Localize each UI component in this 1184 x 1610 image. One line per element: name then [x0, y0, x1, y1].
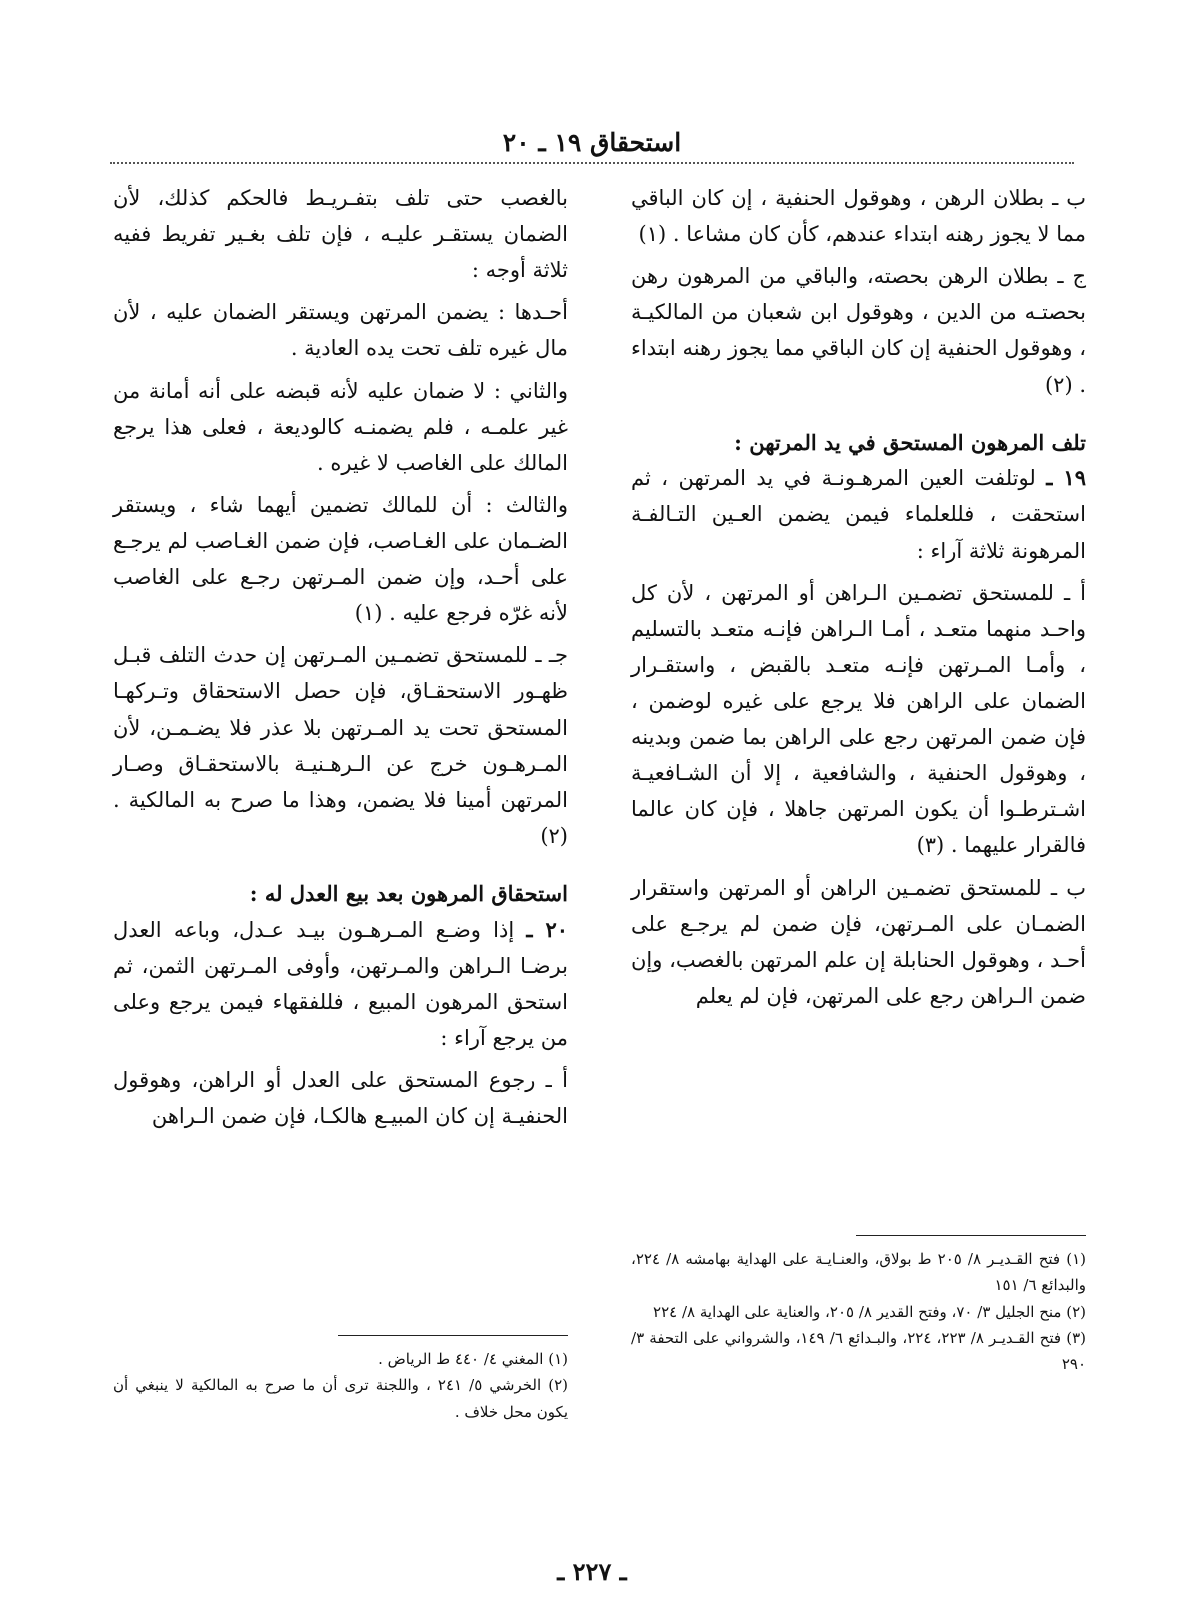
numbered-paragraph	[113, 912, 568, 1056]
footnotes-left	[113, 1335, 568, 1425]
page-number: ـ ٢٢٧ ـ	[557, 1557, 627, 1586]
footnote: (١) المغني ٤/ ٤٤٠ ط الرياض .	[378, 1350, 568, 1368]
paragraph-text: إذا وضـع المـرهـون بيـد عـدل، وباعه العدل برضـا الـراهن والمـرتهن، وأوفى المـرتهن الثمن، ثم استحق المرهون المبيع ، فللفقهاء فيمن يرجع وعلى من يرجع آراء :	[113, 917, 568, 1050]
paragraph: بالغصب حتى تلف بتفـريـط فالحكم كذلك، لأن الضمان يستقـر عليـه ، فإن تلف بغـير تفريط ففيه ثلاثة أوجه :	[113, 186, 568, 283]
running-header: استحقاق ١٩ ـ ٢٠	[502, 128, 682, 157]
paragraph: أ ـ للمستحق تضمـين الـراهن أو المرتهن ، لأن كل واحـد منهما متعـد ، أمـا الـراهن فإنـه متعـد بالتسليم ، وأمـا المـرتهن فإنـه متعـد بالقبض ، واستقـرار الضمان على الراهن فلا يرجع على غيره لوضمن ، فإن ضمن المرتهن رجع على الراهن بما ضمن وبدينه ، وهوقول الحنفية ، والشافعية ، إلا أن الشـافعيـة اشـترطـوا أن يكون المرتهن جاهلا ، فإن كان عالما فالقرار عليهما . (٣)	[631, 580, 1086, 858]
left-column	[113, 180, 568, 1140]
footnotes-right	[631, 1235, 1086, 1377]
paragraph: ب ـ بطلان الرهن ، وهوقول الحنفية ، إن كان الباقي مما لا يجوز رهنه ابتداء عندهم، كأن كان مشاعا . (١)	[631, 186, 1086, 247]
footnote: (٢) الخرشي ٥/ ٢٤١ ، واللجنة ترى أن ما صرح به المالكية لا ينبغي أن يكون محل خلاف .	[113, 1376, 568, 1421]
paragraph: ج ـ بطلان الرهن بحصته، والباقي من المرهون رهن بحصتـه من الدين ، وهوقول ابن شعبان من المالكيـة ، وهوقول الحنفية إن كان الباقي مما يجوز رهنه ابتداء . (٢)	[631, 264, 1086, 397]
paragraph: والثاني : لا ضمان عليه لأنه قبضه على أنه أمانة من غير علمـه ، فلم يضمنـه كالوديعة ، فعلى هذا يرجع المالك على الغاصب لا غيره .	[113, 378, 568, 475]
paragraph-number: ٢٠ ـ	[526, 916, 568, 942]
right-column	[631, 180, 1086, 1020]
paragraph: أحـدها : يضمن المرتهن ويستقر الضمان عليه ، لأن مال غيره تلف تحت يده العادية .	[113, 300, 568, 361]
footnote: (٣) فتح القـديـر ٨/ ٢٢٣، ٢٢٤، والبـدائع ٦/ ١٤٩، والشرواني على التحفة ٣/ ٢٩٠	[631, 1328, 1087, 1373]
paragraph-number: ١٩ ـ	[1046, 465, 1086, 491]
numbered-paragraph	[631, 460, 1086, 568]
paragraph: أ ـ رجوع المستحق على العدل أو الراهن، وهوقول الحنفيـة إن كان المبيـع هالكـا، فإن ضمن الـراهن	[113, 1068, 568, 1129]
footnote-separator	[856, 1235, 1086, 1236]
paragraph: ب ـ للمستحق تضمـين الراهن أو المرتهن واستقرار الضمـان على المـرتهن، فإن ضمن لم يرجـع على أحـد ، وهوقول الحنابلة إن علم المرتهن بالغصب، وإن ضمن الـراهن رجع على المرتهن، فإن لم يعلم	[631, 875, 1086, 1008]
section-heading: تلف المرهون المستحق في يد المرتهن :	[734, 429, 1086, 455]
header-dotted-rule	[110, 162, 1074, 164]
paragraph: جـ ـ للمستحق تضمـين المـرتهن إن حدث التلف قبـل ظهـور الاستحقـاق، فإن حصل الاستحقاق وتـركهـا المستحق تحت يد المـرتهن بلا عذر فلا يضـمـن، لأن المـرهـون خرج عن الـرهـنيـة بالاستحقـاق وصـار المرتهن أمينا فلا يضمن، وهذا ما صرح به المالكية . (٢)	[113, 643, 568, 848]
footnote: (٢) منح الجليل ٣/ ٧٠، وفتح القدير ٨/ ٢٠٥، والعناية على الهداية ٨/ ٢٢٤	[653, 1302, 1086, 1321]
paragraph-text: لوتلفت العين المرهـونـة في يد المرتهن ، ثم استحقت ، فللعلماء فيمن يضمن العـين التـالفـة المرهونة ثلاثة آراء :	[631, 466, 1086, 563]
paragraph: والثالث : أن للمالك تضمين أيهما شاء ، ويستقر الضـمان على الغـاصب، فإن ضمن الغـاصب لم يرجـع على أحـد، وإن ضمن المـرتهن رجـع على الغاصب لأنه غرّه فرجع عليه . (١)	[113, 492, 568, 626]
footnote-separator	[338, 1335, 568, 1336]
section-heading: استحقاق المرهون بعد بيع العدل له :	[249, 880, 568, 906]
footnote: (١) فتح القـديـر ٨/ ٢٠٥ ط بولاق، والعنـايـة على الهداية بهامشه ٨/ ٢٢٤، والبدائع ٦/ ١٥١	[631, 1250, 1086, 1295]
